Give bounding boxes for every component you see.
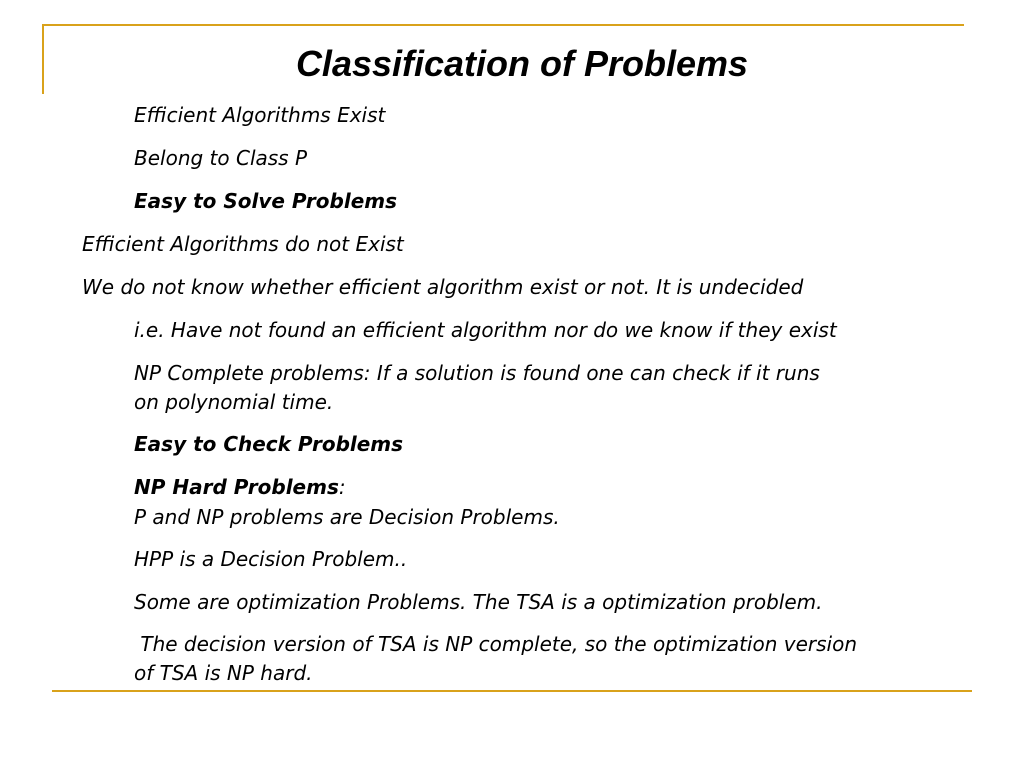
bullet-not-found: i.e. Have not found an efficient algorithm nor do we know if they exist [134,318,837,342]
top-rule [42,24,964,26]
bullet-undecided: We do not know whether efficient algorithm exist or not. It is undecided [82,275,804,299]
bullet-easy-to-solve: Easy to Solve Problems [134,189,398,213]
bottom-rule [52,690,972,692]
bullet-efficient-algorithms-exist: Efficient Algorithms Exist [134,103,386,127]
bullet-optimization: Some are optimization Problems. The TSA is a optimization problem. [134,590,823,614]
bullet-efficient-algorithms-do-not-exist: Efficient Algorithms do not Exist [82,232,404,256]
bullet-np-complete-line2: on polynomial time. [134,390,334,414]
bullet-hpp: HPP is a Decision Problem.. [134,547,408,571]
bullet-tsa-line2: of TSA is NP hard. [134,661,313,685]
bullet-decision-problems: P and NP problems are Decision Problems. [134,505,560,529]
bullet-tsa-line1: The decision version of TSA is NP complete, so the optimization version [134,632,857,656]
bullet-belong-to-class-p: Belong to Class P [134,146,308,170]
bullet-np-complete-line1: NP Complete problems: If a solution is found one can check if it runs [134,361,820,385]
bullet-np-hard [134,473,346,502]
np-hard-colon: : [338,475,346,499]
slide-title: Classification of Problems [295,43,749,84]
bullet-easy-to-check: Easy to Check Problems [134,432,404,456]
np-hard-heading: NP Hard Problems [134,475,339,499]
